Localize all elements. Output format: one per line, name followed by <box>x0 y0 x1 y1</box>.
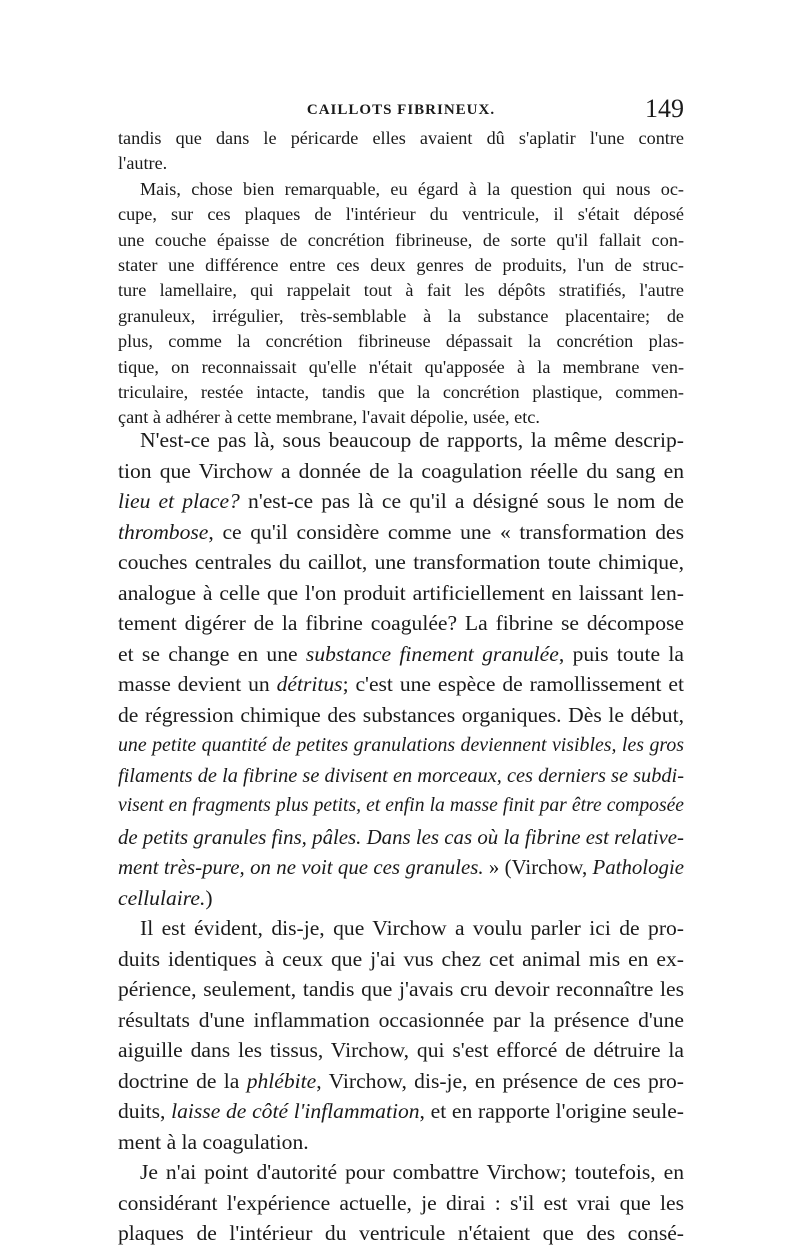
text-line <box>118 1035 684 1066</box>
text-run: » (Virchow, <box>483 855 593 879</box>
text-line: tique, on reconnaissait qu'elle n'était qu'apposée à la membrane ven- <box>118 356 684 377</box>
text-line: cupe, sur ces plaques de l'intérieur du ventricule, il s'était déposé <box>118 204 684 225</box>
text-run: ment à la coagulation. <box>118 1129 309 1154</box>
italic-run: laisse de côté l'inflammation <box>171 1099 420 1123</box>
text-line <box>118 700 684 731</box>
text-run: N'est-ce pas là, sous beaucoup de rapports, la même descrip- <box>140 428 684 452</box>
text-run: Il est évident, dis-je, que Virchow a voulu parler ici de pro- <box>140 916 684 940</box>
text-run: ) <box>205 885 213 910</box>
text-line: plus, comme la concrétion fibrineuse dépassait la concrétion plas- <box>118 331 684 352</box>
text-line <box>118 456 684 487</box>
small-print-paragraphs <box>118 126 684 431</box>
text-line <box>118 1188 684 1219</box>
text-run: périence, seulement, tandis que j'avais cru devoir reconnaître les <box>118 977 684 1001</box>
text-line: stater une différence entre ces deux genres de produits, l'un de struc- <box>118 254 684 275</box>
text-line <box>118 974 684 1005</box>
text-line: granuleux, irrégulier, très-semblable à la substance placentaire; de <box>118 305 684 326</box>
italic-run: visent en fragments plus petits, et enfin la masse finit par être composée <box>118 795 684 816</box>
text-run: couches centrales du caillot, une transformation toute chimique, <box>118 550 684 574</box>
text-line <box>118 639 684 670</box>
text-run: duits identiques à ceux que j'ai vus chez cet animal mis en ex- <box>118 946 684 971</box>
italic-run: de petits granules fins, pâles. Dans les cas où la fibrine est relative- <box>118 824 684 849</box>
text-run: duits, <box>118 1099 172 1123</box>
text-run: , puis toute la <box>558 641 684 666</box>
text-line: ture lamellaire, qui rappelait tout à fait les dépôts stratifiés, l'autre <box>118 280 684 301</box>
text-line <box>118 578 684 609</box>
text-run: tion que Virchow a donnée de la coagulation réelle du sang en <box>118 458 684 483</box>
italic-run: substance finement granulée <box>305 641 559 666</box>
italic-run: cellulaire. <box>118 885 206 910</box>
text-line <box>118 1157 684 1188</box>
main-paragraphs <box>118 425 684 1249</box>
text-run: plaques de l'intérieur du ventricule n'étaient que des consé- <box>118 1221 684 1245</box>
text-run: de régression chimique des substances organiques. Dès le début, <box>118 702 684 727</box>
text-line <box>118 761 684 792</box>
running-title: CAILLOTS FIBRINEUX. <box>306 102 496 118</box>
text-line <box>118 669 684 700</box>
text-line <box>118 944 684 975</box>
text-line: tandis que dans le péricarde elles avaient dû s'aplatir l'une contre <box>118 128 684 148</box>
text-run: aiguille dans les tissus, Virchow, qui s'est efforcé de détruire la <box>118 1038 684 1062</box>
text-run: , et en rapporte l'origine seule- <box>419 1099 684 1123</box>
text-line <box>118 1096 684 1127</box>
text-line: une couche épaisse de concrétion fibrineuse, de sorte qu'il fallait con- <box>118 229 684 250</box>
text-run: doctrine de la <box>118 1068 247 1093</box>
italic-run: thrombose <box>118 519 209 544</box>
page-number: 149 <box>645 94 684 123</box>
text-line <box>118 822 684 853</box>
italic-run: ment très-pure, on ne voit que ces granules. <box>118 855 484 879</box>
text-line <box>118 1005 684 1036</box>
text-run: , ce qu'il considère comme une « transformation des <box>208 519 684 544</box>
text-run: Je n'ai point d'autorité pour combattre Virchow; toutefois, en <box>140 1160 684 1184</box>
italic-run: phlébite <box>246 1068 317 1093</box>
text-line <box>118 608 684 639</box>
text-line <box>118 517 684 548</box>
text-line <box>118 791 684 822</box>
text-line <box>118 486 684 517</box>
text-run: tement digérer de la fibrine coagulée? La fibrine se décompose <box>118 611 684 635</box>
text-run: considérant l'expérience actuelle, je dirai : s'il est vrai que les <box>118 1190 684 1215</box>
italic-run: lieu et place? <box>118 489 240 513</box>
italic-run: Pathologie <box>592 855 684 879</box>
text-line: çant à adhérer à cette membrane, l'avait dépolie, usée, etc. <box>118 407 540 428</box>
text-line: Mais, chose bien remarquable, eu égard à la question qui nous oc- <box>140 178 684 199</box>
text-run: ; c'est une espèce de ramollissement et <box>342 672 684 696</box>
text-run: résultats d'une inflammation occasionnée par la présence d'une <box>118 1007 684 1032</box>
text-line <box>118 730 684 761</box>
italic-run: une petite quantité de petites granulations deviennent visibles, les gros <box>118 734 684 756</box>
text-run: , Virchow, dis-je, en présence de ces pro- <box>316 1068 684 1093</box>
text-line <box>118 1127 684 1158</box>
text-run: masse devient un <box>118 672 277 696</box>
text-line <box>118 547 684 578</box>
text-run: n'est-ce pas là ce qu'il a désigné sous le nom de <box>239 489 684 513</box>
text-line <box>118 913 684 944</box>
text-line <box>118 1066 684 1097</box>
text-line: triculaire, restée intacte, tandis que la concrétion plastique, commen- <box>118 381 684 402</box>
text-line <box>118 852 684 883</box>
text-line: l'autre. <box>118 153 168 174</box>
text-line <box>118 883 684 914</box>
text-line <box>118 425 684 456</box>
text-line <box>118 1218 684 1249</box>
italic-run: détritus <box>276 672 343 696</box>
page-header <box>118 94 684 126</box>
text-run: et se change en une <box>118 641 306 666</box>
text-run: analogue à celle que l'on produit artificiellement en laissant len- <box>118 580 684 605</box>
italic-run: filaments de la fibrine se divisent en morceaux, ces derniers se subdi- <box>118 764 684 787</box>
